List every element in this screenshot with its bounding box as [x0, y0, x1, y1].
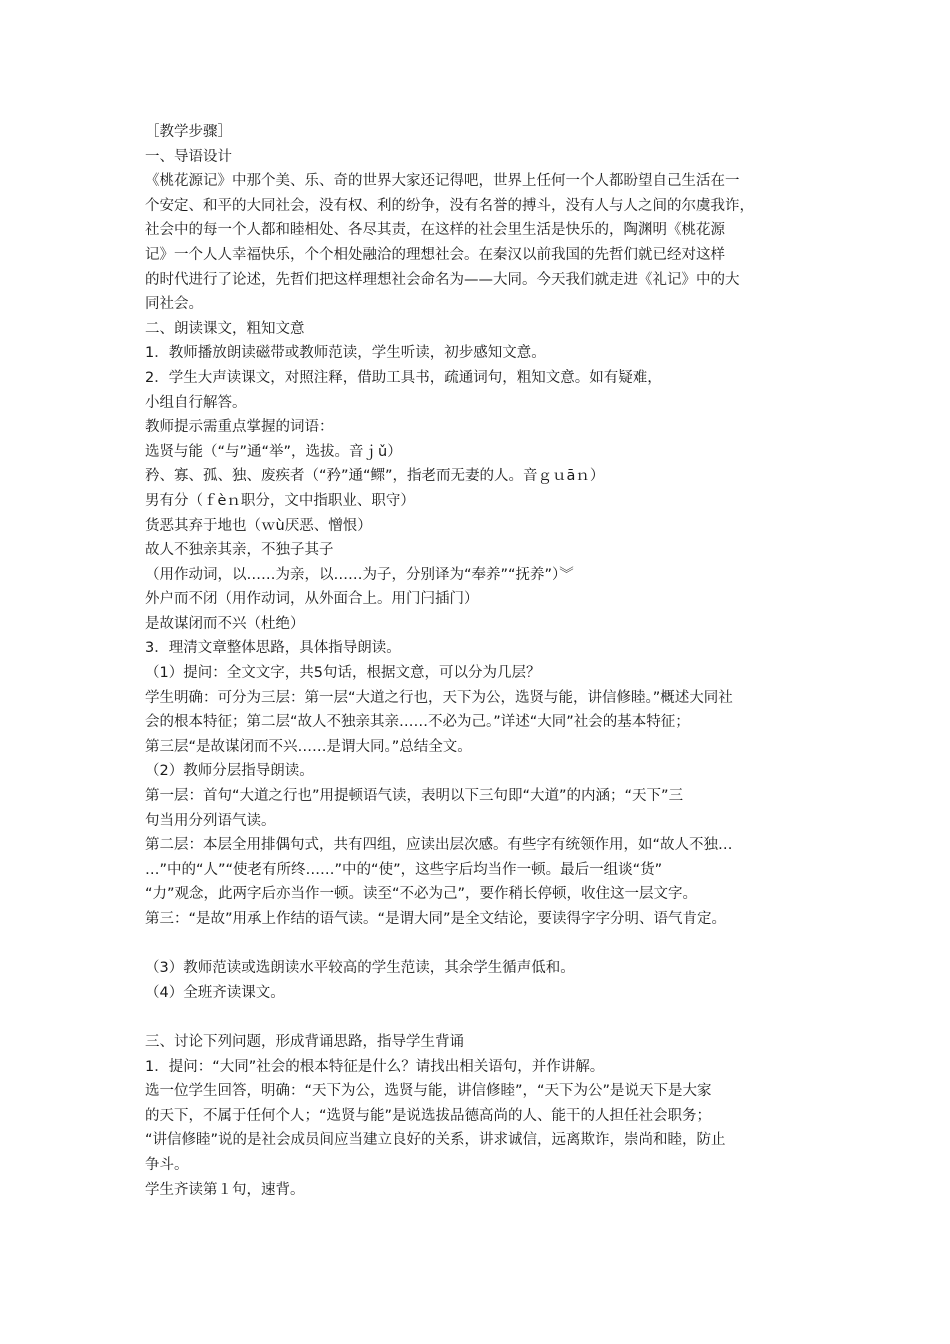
paragraph-line: 句当用分列语气读。	[145, 812, 276, 829]
section-heading-steps: ［教学步骤］	[145, 124, 232, 140]
paragraph-line: 第三：“是故”用承上作结的语气读。“是谓大同”是全文结论，要读得字字分明、语气肯定。	[145, 911, 727, 927]
paragraph-line: 记》一个人人幸福快乐，个个相处融洽的理想社会。在秦汉以前我国的先哲们就已经对这样	[145, 246, 725, 263]
paragraph-line: 第二层：本层全用排偶句式，共有四组，应读出层次感。有些字有统领作用，如“故人不独…	[145, 837, 733, 854]
paragraph-line: 学生明确：可分为三层：第一层“大道之行也，天下为公，选贤与能，讲信修睦。”概述大同社	[145, 689, 733, 706]
paragraph-line: 争斗。	[145, 1156, 189, 1173]
document-body	[145, 120, 825, 1202]
vocab-line: 是故谋闭而不兴（杜绝）	[145, 615, 305, 632]
paragraph-line: 第一层：首句“大道之行也”用提顿语气读，表明以下三句即“大道”的内涵；“天下”三	[145, 788, 684, 805]
paragraph-line: （1）提问：全文文字，共5句话，根据文意，可以分为几层？	[145, 665, 541, 682]
paragraph-line: “讲信修睦”说的是社会成员间应当建立良好的关系，讲求诚信，远离欺诈，崇尚和睦，防止	[145, 1132, 726, 1149]
section-heading-discussion: 三、讨论下列问题，形成背诵思路，指导学生背诵	[145, 1033, 464, 1050]
blank-line	[145, 1005, 825, 1030]
paragraph-line: 同社会。	[145, 296, 203, 313]
paragraph-line: 教师提示需重点掌握的词语：	[145, 419, 334, 436]
paragraph-line: （2）教师分层指导朗读。	[145, 763, 314, 780]
blank-line	[145, 932, 825, 957]
paragraph-line: “力”观念，此两字后亦当作一顿。读至“不必为己”，要作稍长停顿，收住这一层文字。	[145, 886, 698, 903]
paragraph-line: 学生齐读第１句，速背。	[145, 1181, 305, 1198]
section-heading-intro: 一、导语设计	[145, 148, 232, 165]
paragraph-line: 2．学生大声读课文，对照注释，借助工具书，疏通词句，粗知文意。如有疑难，	[145, 369, 662, 386]
vocab-line: 选贤与能（“与”通“举”，选拔。音ｊǔ）	[145, 443, 402, 460]
vocab-line: 外户而不闭（用作动词，从外面合上。用门闩插门）	[145, 591, 479, 608]
paragraph-line: 会的根本特征；第二层“故人不独亲其亲……不必为己。”详述“大同”社会的基本特征；	[145, 714, 690, 731]
vocab-line: （用作动词，以……为亲，以……为子，分别译为“奉养”“抚养”）︾	[145, 566, 574, 583]
vocab-line: 货恶其弃于地也（ｗù厌恶、憎恨）	[145, 517, 372, 534]
paragraph-line: 小组自行解答。	[145, 394, 247, 411]
paragraph-line: 的时代进行了论述，先哲们把这样理想社会命名为——大同。今天我们就走进《礼记》中的大	[145, 271, 740, 288]
vocab-line: 男有分（ｆèｎ职分，文中指职业、职守）	[145, 492, 415, 509]
vocab-line: 故人不独亲其亲，不独子其子	[145, 542, 334, 559]
paragraph-line: 第三层“是故谋闭而不兴……是谓大同。”总结全文。	[145, 738, 472, 755]
paragraph-line: 个安定、和平的大同社会，没有权、利的纷争，没有名誉的搏斗，没有人与人之间的尔虞我诈，	[145, 197, 754, 214]
paragraph-line: 选一位学生回答，明确：“天下为公，选贤与能，讲信修睦”，“天下为公”是说天下是大家	[145, 1083, 712, 1100]
paragraph-line: 的天下，不属于任何个人；“选贤与能”是说选拔品德高尚的人、能干的人担任社会职务；	[145, 1107, 712, 1124]
paragraph-line: 《桃花源记》中那个美、乐、奇的世界大家还记得吧，世界上任何一个人都盼望自己生活在一	[145, 173, 740, 190]
paragraph-line: 1．提问：“大同”社会的根本特征是什么？请找出相关语句，并作讲解。	[145, 1058, 605, 1075]
paragraph-line: 1．教师播放朗读磁带或教师范读，学生听读，初步感知文意。	[145, 345, 546, 362]
section-heading-reading: 二、朗读课文，粗知文意	[145, 320, 305, 337]
paragraph-line: 社会中的每一个人都和睦相处、各尽其责，在这样的社会里生活是快乐的，陶渊明《桃花源	[145, 222, 725, 239]
paragraph-line: …”中的“人”“使老有所终……”中的“使”，这些字后均当作一顿。最后一组谈“货”	[145, 861, 663, 878]
vocab-line: 矜、寡、孤、独、废疾者（“矜”通“鳏”，指老而无妻的人。音ｇｕāｎ）	[145, 468, 605, 485]
paragraph-line: （4）全班齐读课文。	[145, 984, 285, 1001]
paragraph-line: （3）教师范读或选朗读水平较高的学生范读，其余学生循声低和。	[145, 960, 575, 977]
paragraph-line: 3．理清文章整体思路，具体指导朗读。	[145, 640, 401, 657]
